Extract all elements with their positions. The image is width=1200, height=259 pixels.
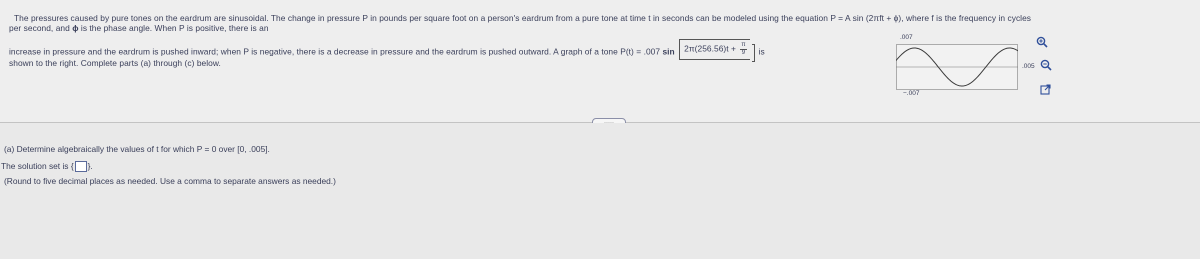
- problem-line-3-text: increase in pressure and the eardrum is pushed inward; when P is negative, there is a decrease in pressure and the eardrum is pushed outward. A graph of a tone P(t) = .007: [9, 46, 663, 57]
- answer-section: [0, 123, 1200, 259]
- solution-input[interactable]: [75, 161, 87, 172]
- right-bracket: [752, 44, 755, 62]
- tone-graph-svg: [896, 44, 1018, 90]
- formula-inner: 2π(256.56)t +: [684, 43, 736, 54]
- sin-label: sin: [662, 46, 675, 57]
- problem-line-2: [9, 23, 269, 33]
- problem-line-2-text-a: per second, and: [9, 23, 73, 33]
- is-text: is: [758, 46, 765, 57]
- problem-line-2-text-b: is the phase angle. When P is positive, there is an: [78, 23, 269, 33]
- zoom-out-icon[interactable]: [1040, 58, 1052, 76]
- solution-set-close: }.: [87, 161, 93, 171]
- rounding-instructions: (Round to five decimal places as needed. Use a comma to separate answers as needed.): [4, 176, 336, 186]
- problem-line-1: The pressures caused by pure tones on the eardrum are sinusoidal. The change in pressure P in pounds per square foot on a person's eardrum from a pure tone at time t in seconds can be modeled using the equation P = A sin (2πft + ϕ), where f is the frequency in cycles: [14, 13, 1032, 23]
- formula-bracket: [679, 39, 749, 60]
- tone-graph: [896, 44, 1018, 90]
- popout-icon[interactable]: [1040, 82, 1051, 100]
- solution-set-label: The solution set is {: [1, 161, 74, 171]
- solution-set-row: [1, 161, 93, 172]
- zoom-in-icon[interactable]: [1036, 35, 1048, 53]
- fraction-denominator: 9: [741, 50, 746, 56]
- phi-symbol: ϕ: [72, 23, 79, 33]
- phase-fraction: [740, 42, 746, 57]
- graph-x-max-label: .005: [1022, 63, 1035, 70]
- part-a-question: (a) Determine algebraically the values of t for which P = 0 over [0, .005].: [4, 144, 270, 154]
- graph-y-min-label: −.007: [903, 90, 920, 97]
- problem-statement: [0, 0, 1200, 122]
- problem-line-4: shown to the right. Complete parts (a) through (c) below.: [9, 58, 221, 68]
- graph-y-max-label: .007: [900, 34, 913, 41]
- fraction-numerator: π: [741, 42, 746, 48]
